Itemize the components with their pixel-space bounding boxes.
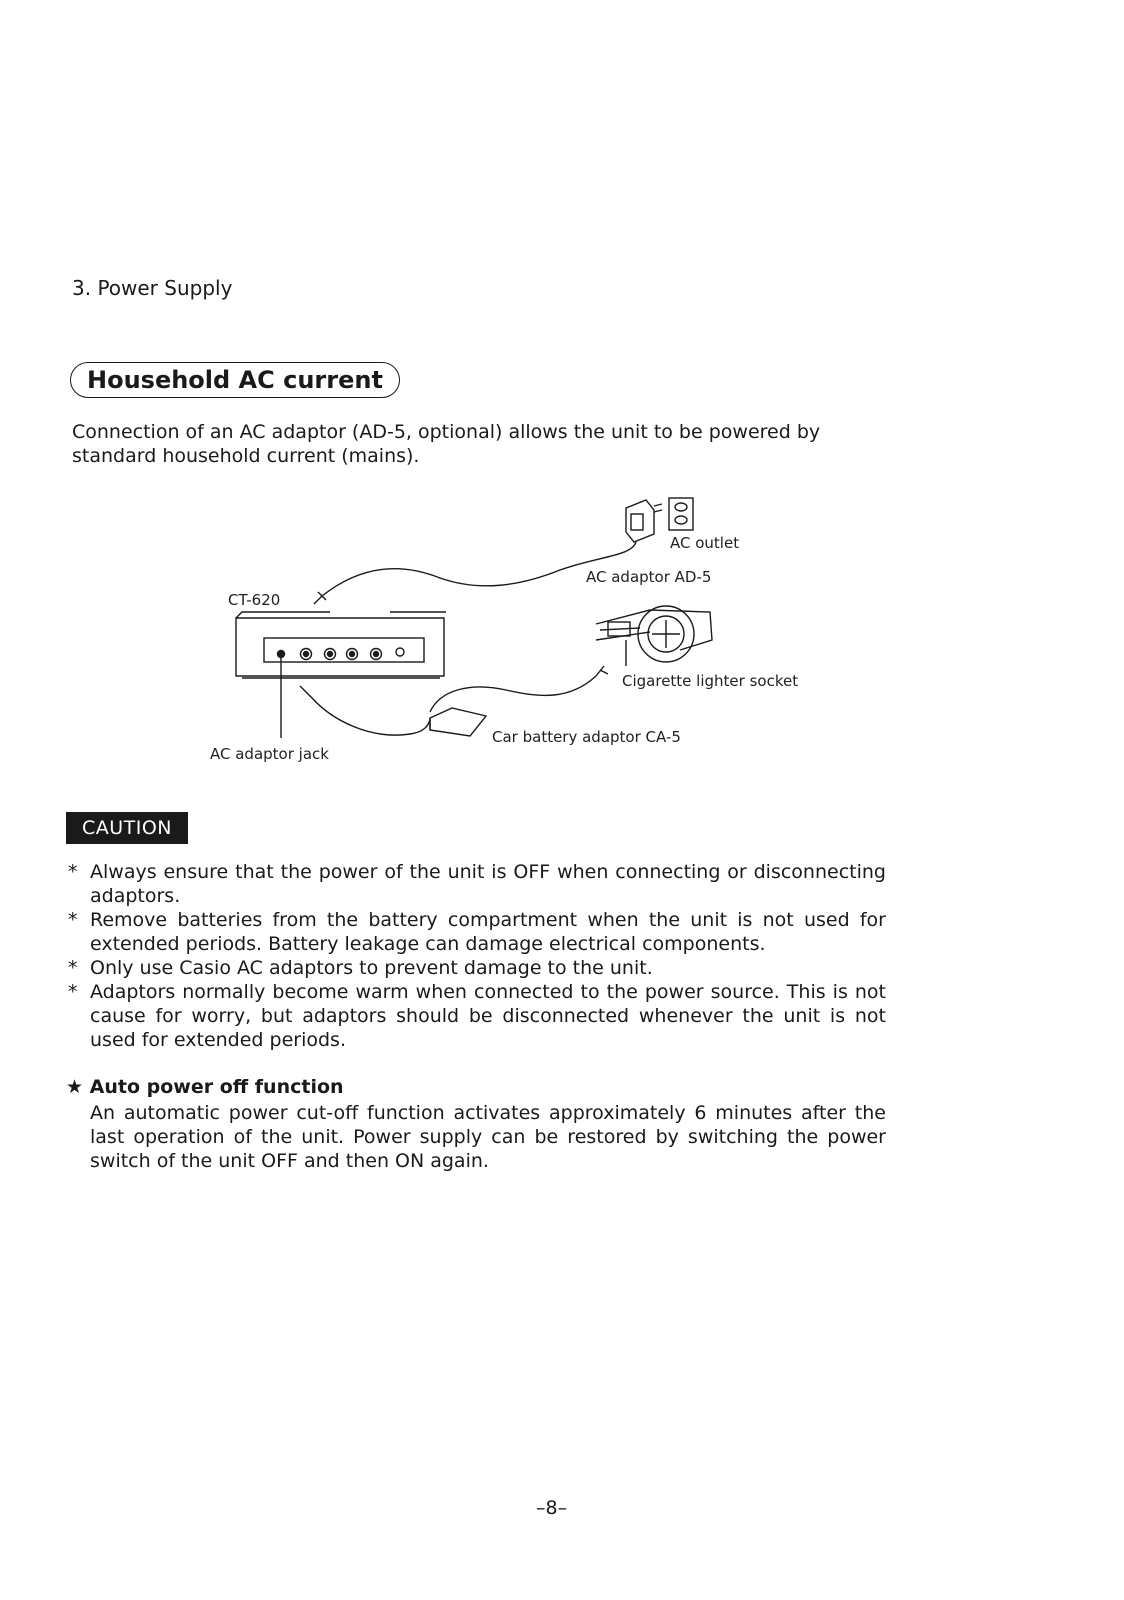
- cigarette-plug-icon: [596, 666, 608, 676]
- ac-outlet-icon: [669, 498, 693, 530]
- caution-item: * Remove batteries from the battery compartment when the unit is not used for extended periods. Battery leakage can damage electrical components.: [66, 908, 886, 956]
- label-unit: CT-620: [228, 591, 281, 609]
- page-number: –8–: [536, 1497, 568, 1519]
- caution-list: [66, 860, 886, 1052]
- auto-power-off-title: Auto power off function: [89, 1076, 344, 1098]
- car-adaptor-plug-icon: [300, 686, 312, 698]
- caution-item: * Always ensure that the power of the unit is OFF when connecting or disconnecting adaptors.: [66, 860, 886, 908]
- section-heading: 3. Power Supply: [72, 276, 233, 300]
- label-car-adaptor: Car battery adaptor CA-5: [492, 728, 681, 746]
- label-cigarette-socket: Cigarette lighter socket: [622, 672, 799, 690]
- ac-adaptor-icon: [626, 500, 662, 542]
- car-battery-adaptor-icon: [430, 708, 486, 736]
- auto-power-off-heading: [66, 1076, 344, 1098]
- label-ac-adaptor: AC adaptor AD-5: [586, 568, 712, 586]
- label-adaptor-jack: AC adaptor jack: [210, 745, 329, 763]
- intro-paragraph: Connection of an AC adaptor (AD-5, optional) allows the unit to be powered by standard household current (mains).: [72, 421, 821, 467]
- label-ac-outlet: AC outlet: [670, 534, 740, 552]
- car-cable: [312, 698, 430, 735]
- auto-power-off-body: An automatic power cut-off function activates approximately 6 minutes after the last operation of the unit. Power supply can be restored by switching the power switch of the unit OFF and then ON again.: [90, 1102, 886, 1172]
- jack-row-icon: [278, 648, 405, 660]
- star-icon: ★: [66, 1076, 84, 1098]
- caution-badge: CAUTION: [66, 812, 188, 844]
- caution-item: * Adaptors normally become warm when connected to the power source. This is not cause for worry, but adaptors should be disconnected whenever the unit is not used for extended periods.: [66, 980, 886, 1052]
- keyboard-unit-icon: [236, 612, 446, 678]
- section-title: Household AC current: [87, 366, 383, 394]
- caution-item: * Only use Casio AC adaptors to prevent damage to the unit.: [66, 956, 886, 980]
- cigarette-cable: [430, 676, 596, 712]
- car-dashboard-icon: [596, 606, 712, 666]
